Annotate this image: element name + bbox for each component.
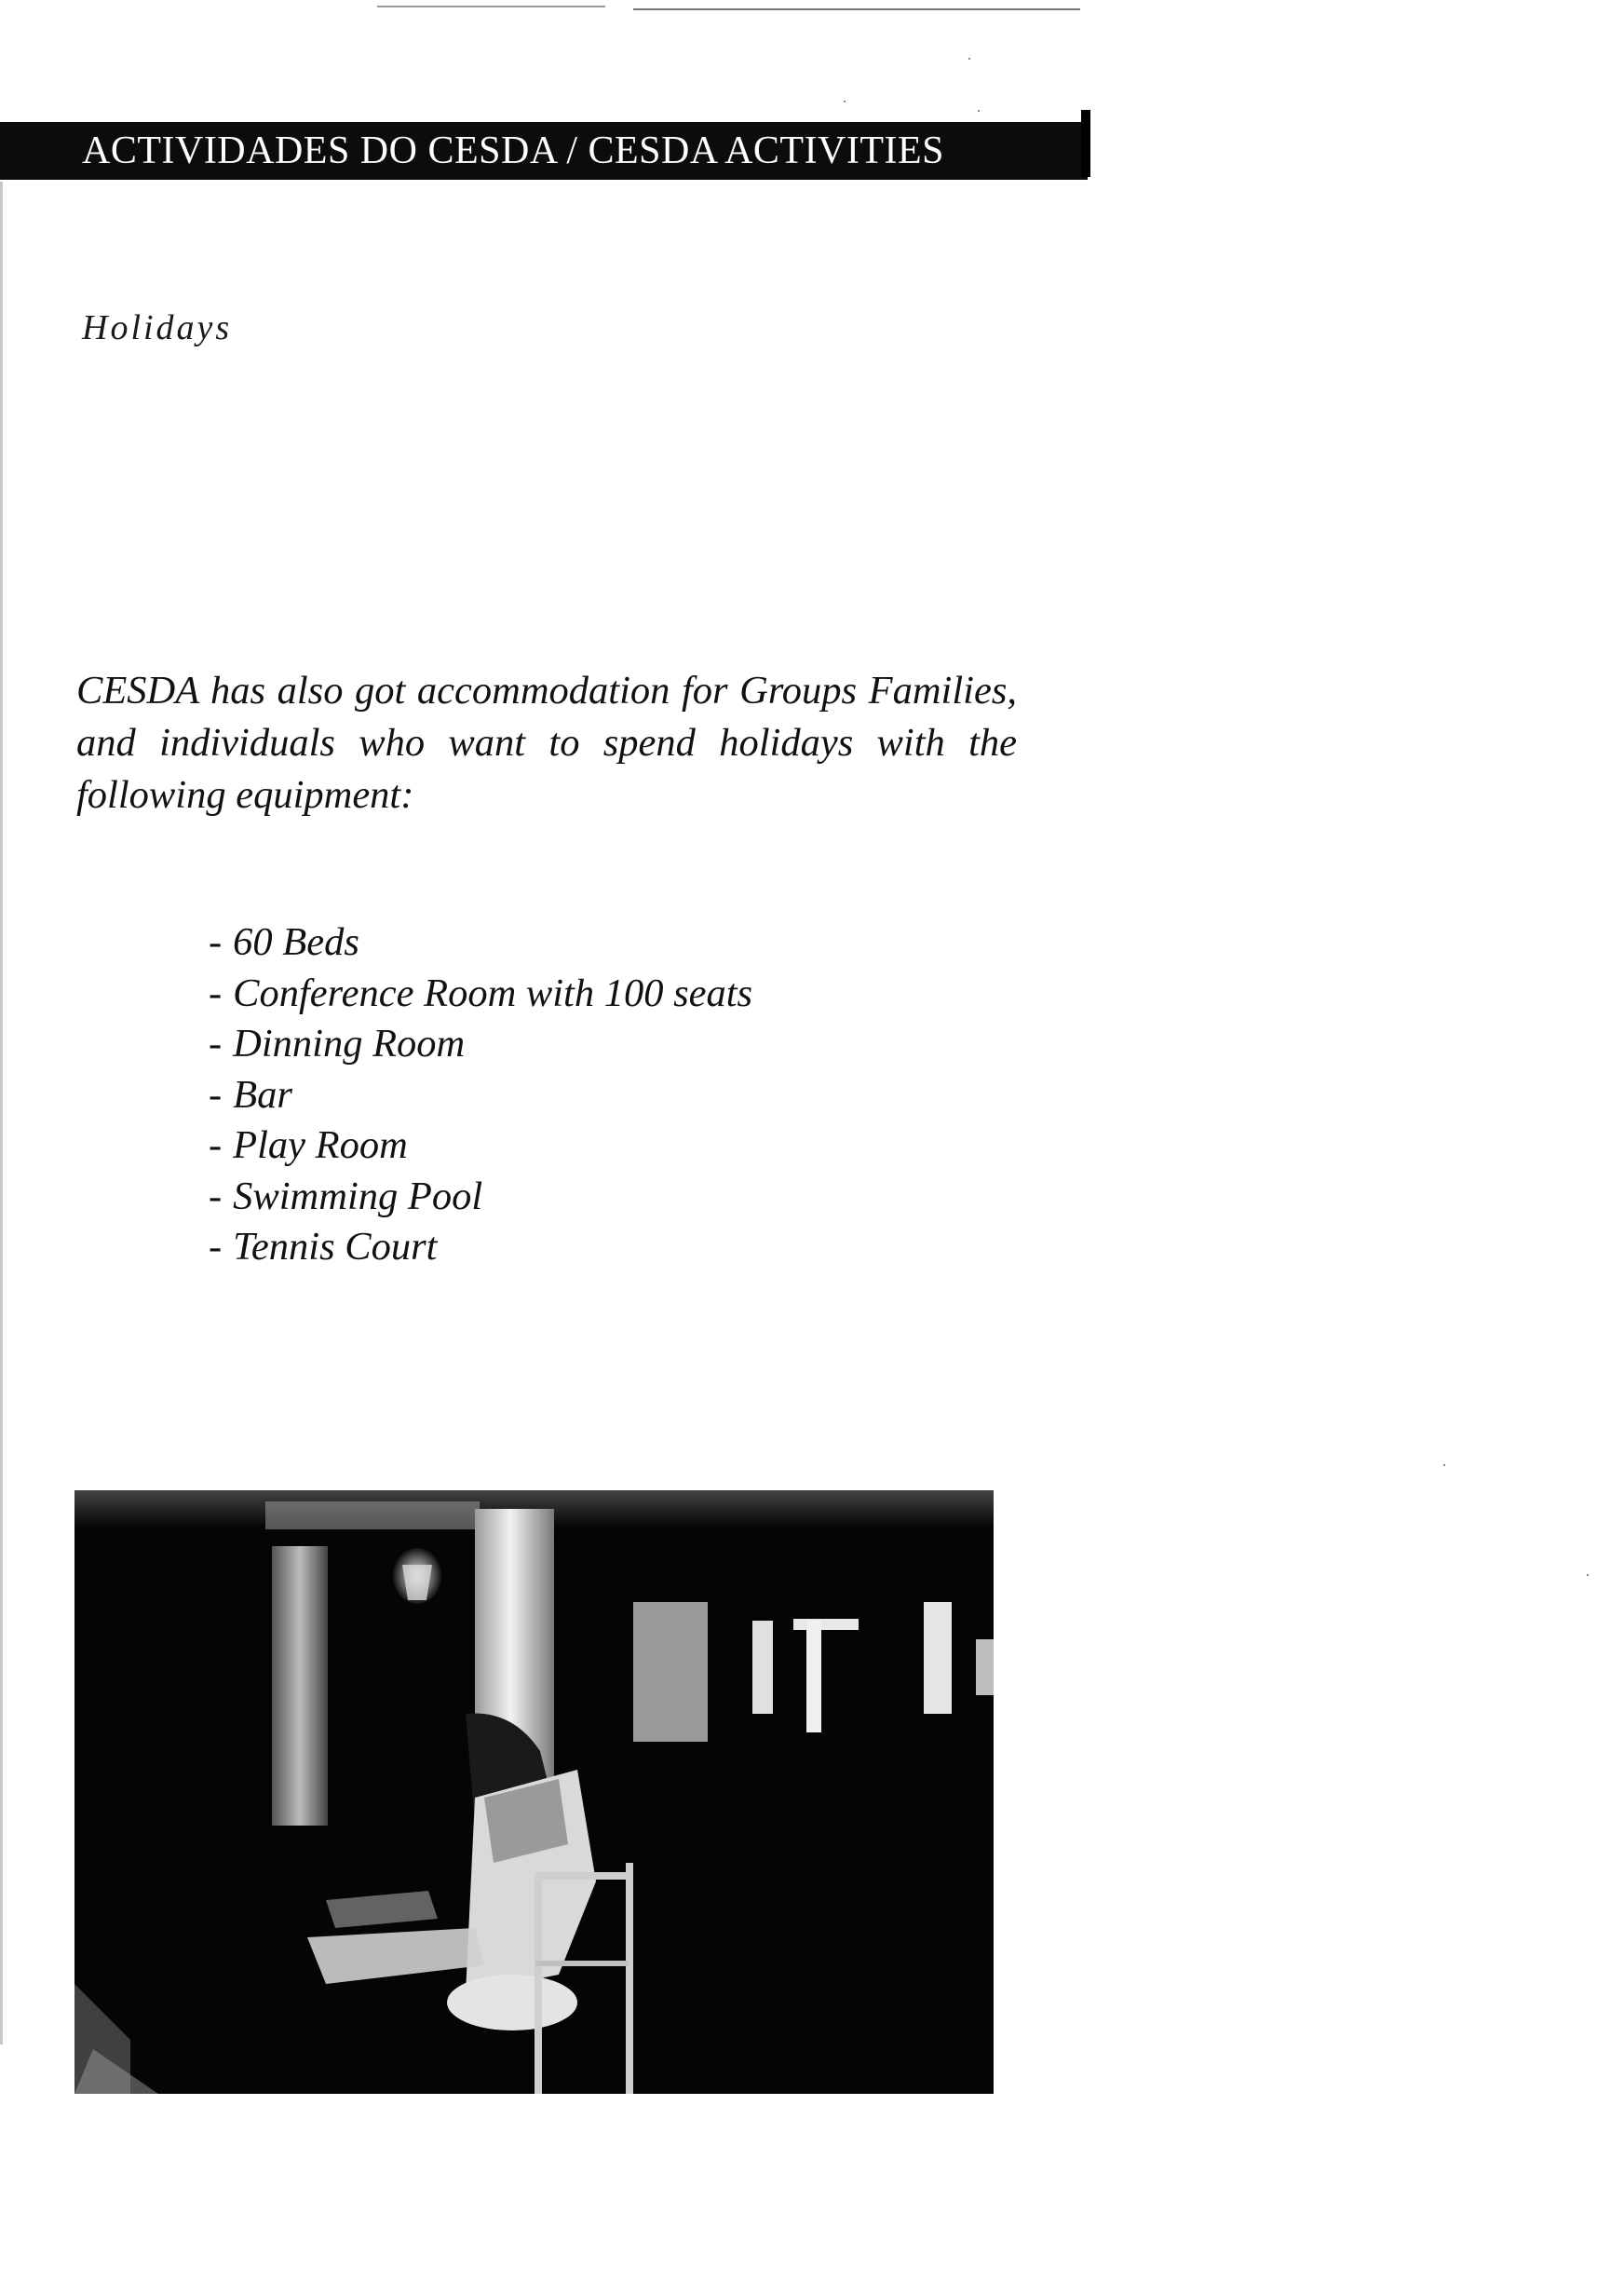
intro-paragraph: CESDA has also got accommodation for Groups Families, and individuals who want to spend holidays with the following equipment: [76, 669, 1017, 817]
list-item-label: Conference Room with 100 seats [233, 971, 753, 1015]
scan-speck [844, 101, 846, 102]
scan-speck [968, 58, 970, 60]
section-heading: Holidays [82, 308, 233, 347]
list-item-label: Bar [233, 1072, 292, 1117]
list-item-label: Swimming Pool [233, 1174, 483, 1218]
list-item: - Dinning Room [209, 1022, 466, 1066]
list-item: - 60 Beds [209, 920, 359, 964]
list-item: - Bar [209, 1072, 292, 1117]
list-item: - Swimming Pool [209, 1174, 483, 1218]
scan-speck [978, 110, 980, 112]
photo-illustration [74, 1490, 994, 2094]
list-item-label: 60 Beds [233, 920, 359, 964]
list-item-label: Tennis Court [233, 1225, 438, 1269]
header-title: ACTIVIDADES DO CESDA / CESDA ACTIVITIES [82, 129, 945, 172]
equipment-list [209, 917, 752, 1273]
list-item-label: Dinning Room [233, 1022, 466, 1066]
list-item: - Tennis Court [209, 1225, 438, 1269]
scan-artifact-line [633, 8, 1080, 10]
scan-speck [1443, 1464, 1445, 1466]
interior-photo [74, 1490, 994, 2094]
list-item: - Play Room [209, 1123, 408, 1167]
section-header-bar [0, 122, 1088, 180]
page-edge-shadow [0, 182, 3, 2044]
list-item-label: Play Room [233, 1123, 408, 1167]
header-bar-tab [1081, 110, 1090, 177]
scan-speck [1587, 1574, 1589, 1576]
scan-artifact-line [377, 6, 605, 7]
list-item: - Conference Room with 100 seats [209, 971, 753, 1015]
